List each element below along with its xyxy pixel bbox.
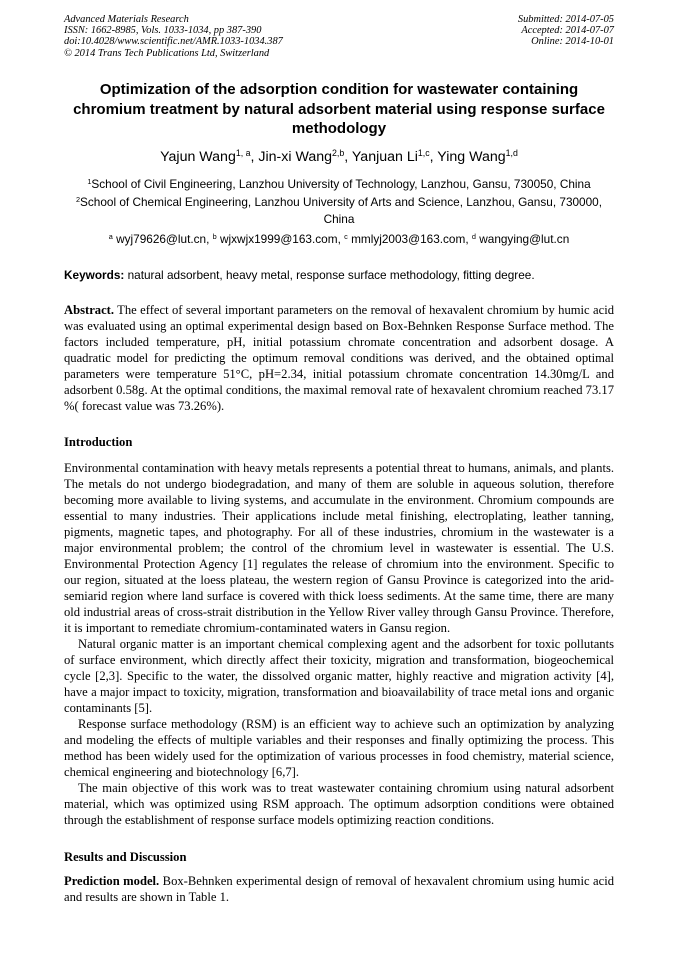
keywords-line (64, 267, 614, 283)
author-name: Jin-xi Wang (258, 149, 333, 165)
author-emails: $^a$ wyj79626@lut.cn, $^b$ wjxwjx1999@163.com, $^c$ mmlyj2003@163.com, $^d$ wangying@lut.cn (108, 231, 570, 246)
email-address[interactable]: wyj79626@lut.cn (116, 232, 207, 246)
author-name: Yanjuan Li (351, 149, 418, 165)
abstract-text: The effect of several important parameters on the removal of hexavalent chromium by humic acid was evaluated using an optimal experimental design based on Box-Behnken Response Surface method. The factors included temperature, pH, initial potassium chromate concentration and adsorbent dosage. A quadratic model for predicting the optimum removal conditions was derived, and the obtained optimal parameters were temperature 51°C, pH=2.34, initial potassium chromate concentration 14.30mg/L and adsorbent 0.58g. At the optimal conditions, the maximal removal rate of hexavalent chromium reached 73.17 %( forecast value was 73.26%). (64, 303, 614, 413)
affiliation-mark: 2 (75, 194, 81, 204)
email-address[interactable]: wangying@lut.cn (479, 232, 570, 246)
paragraph: Environmental contamination with heavy metals represents a potential threat to humans, animals, and plants. The metals do not undergo biodegradation, and many of them are soluble in aqueous solution, therefore becoming more available to living systems, and accumulate in the environment. Chromium compounds are essential to many industries. Their applications include metal finishing, electroplating, leather tanning, pigments, magnetic tapes, and photography. For all of these industries, chromium in the wastewater is a major environmental problem; the control of the chromium level in wastewater is essential. The U.S. Environmental Protection Agency [1] regulates the release of chromium into the environment. Specific to our region, situated at the loess plateau, the western region of Gansu Province is categorized into the arid-semiarid region where land surface is covered with thick loess sediments. At the same time, there are many old industrial areas of cross-strait distribution in the Yellow River valley through Gansu Province. Therefore, it is important to remediate chromium-contaminated waters in Gansu region. (64, 461, 614, 635)
email-mark: d (471, 231, 476, 241)
author-affil-mark: 2,b (332, 148, 345, 159)
author-name: Yajun Wang (160, 149, 236, 165)
journal-name: Advanced Materials Research (64, 14, 189, 25)
email-address[interactable]: mmlyj2003@163.com (351, 232, 466, 246)
email-mark: a (108, 231, 113, 241)
author-list: Yajun Wang$^{1, a}$, Jin-xi Wang$^{2,b}$, Yanjuan Li$^{1,c}$, Ying Wang$^{1,d}$ (160, 148, 518, 165)
abstract (64, 302, 614, 414)
paragraph: Response surface methodology (RSM) is an efficient way to achieve such an optimization by analyzing and modeling the effects of multiple variables and their responses and finally optimizing the process. This method has been widely used for the optimization of various processes in food chemistry, material science, chemical engineering and biotechnology [6,7]. (64, 717, 614, 779)
dates-info (518, 14, 614, 48)
affiliation-2 (64, 194, 614, 228)
author-name: Ying Wang (437, 149, 506, 165)
journal-info (64, 14, 283, 59)
email-mark: c (344, 231, 348, 241)
author-affil-mark: 1,d (505, 148, 518, 159)
prediction-model-label: Prediction model. (64, 874, 160, 888)
keywords-text: natural adsorbent, heavy metal, response surface methodology, fitting degree. (127, 268, 535, 282)
introduction-heading: Introduction (64, 435, 133, 449)
affiliation-text: School of Chemical Engineering, Lanzhou University of Arts and Science, Lanzhou, Gansu, 730000, China (80, 195, 603, 226)
paragraph: The main objective of this work was to treat wastewater containing chromium using natural adsorbent material, which was optimized using RSM approach. The optimum adsorption conditions were obtained through the establishment of response surface models optimizing reaction conditions. (64, 781, 614, 827)
copyright-line: © 2014 Trans Tech Publications Ltd, Switzerland (64, 47, 270, 59)
doi-line: doi:10.4028/www.scientific.net/AMR.1033-1034.387 (64, 36, 283, 48)
author-affil-mark: 1, a (235, 148, 251, 159)
introduction-body (64, 460, 614, 828)
abstract-label: Abstract. (64, 303, 115, 317)
affiliation-mark: 1 (87, 176, 92, 186)
accepted-date: Accepted: 2014-07-07 (521, 25, 614, 37)
paper-title: Optimization of the adsorption condition for wastewater containing chromium treatment by natural adsorbent material using response surface methodology (73, 81, 605, 137)
results-heading: Results and Discussion (64, 850, 187, 864)
results-body (64, 873, 614, 905)
online-date: Online: 2014-10-01 (531, 36, 614, 48)
issn-line: ISSN: 1662-8985, Vols. 1033-1034, pp 387-390 (64, 25, 262, 37)
author-affil-mark: 1,c (417, 148, 430, 159)
affiliation-text: School of Civil Engineering, Lanzhou University of Technology, Lanzhou, Gansu, 730050, China (91, 177, 591, 191)
email-address[interactable]: wjxwjx1999@163.com (220, 232, 338, 246)
email-mark: b (212, 231, 217, 241)
keywords-label: Keywords: (64, 268, 125, 282)
results-text: Box-Behnken experimental design of removal of hexavalent chromium using humic acid and results are shown in Table 1. (64, 874, 614, 904)
submitted-date: Submitted: 2014-07-05 (517, 14, 614, 25)
affiliation-1 (64, 176, 614, 193)
paragraph: Natural organic matter is an important chemical complexing agent and the adsorbent for toxic pollutants of surface environment, which directly affect their toxicity, migration and transformation, biogeochemical cycle [2,3]. Specific to the water, the dissolved organic matter, highly reactive and migration activity [4], have a major impact to toxicity, migration, transformation and bioavailability of trace metal ions and organic contaminants [5]. (64, 637, 614, 715)
